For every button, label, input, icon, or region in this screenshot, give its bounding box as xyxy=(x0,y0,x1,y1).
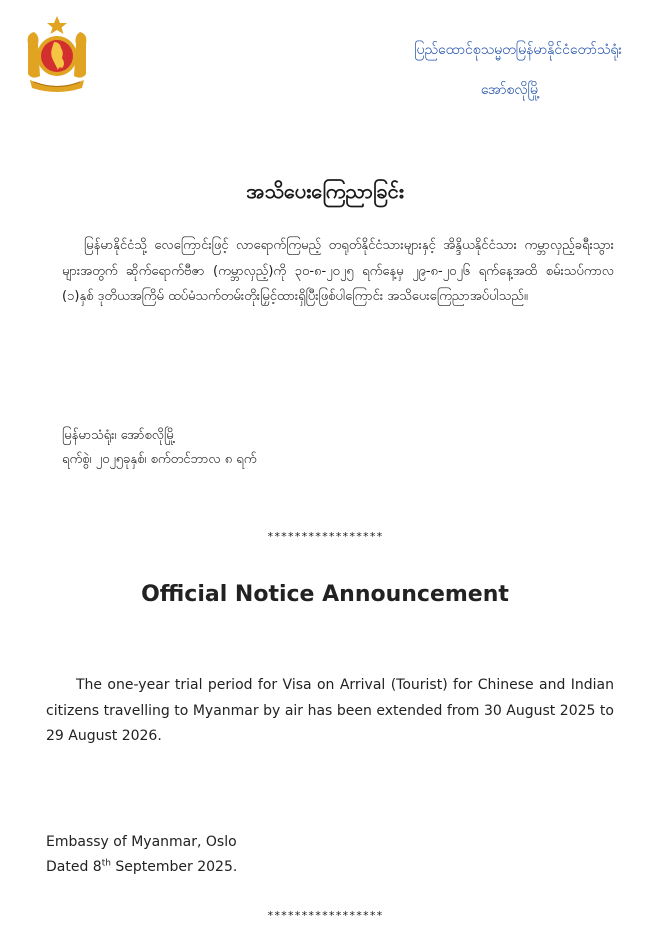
city-name: အော်စလိုမြို့ xyxy=(480,82,540,98)
separator-bottom: ***************** xyxy=(267,909,383,922)
myanmar-sign-line2: ရက်စွဲ၊ ၂၀၂၅ခုနှစ်၊ စက်တင်ဘာလ ၈ ရက် xyxy=(62,452,257,467)
english-dated-line xyxy=(46,855,237,880)
myanmar-signature xyxy=(62,424,256,472)
myanmar-state-seal-icon xyxy=(22,14,92,94)
ministry-name: ပြည်ထောင်စုသမ္မတမြန်မာနိုင်ငံတော်သံရုံး xyxy=(414,42,622,58)
dated-sup: th xyxy=(101,858,111,869)
myanmar-sign-line1: မြန်မာသံရုံး၊ အော်စလိုမြို့ xyxy=(62,428,176,443)
header xyxy=(322,40,622,100)
english-signature xyxy=(46,830,237,880)
separator-top: ***************** xyxy=(267,530,383,543)
english-body: The one-year trial period for Visa on Arrival (Tourist) for Chinese and Indian citizens travelling to Myanmar by air has been extended from 30 August 2025 to 29 August 2026. xyxy=(46,677,614,744)
myanmar-body: မြန်မာနိုင်ငံသို့ လေကြောင်းဖြင့် လာရောက်ကြမည့် တရုတ်နိုင်ငံသားများနှင့် အိန္ဒိယနိုင်ငံသား ကမ္ဘာလှည့်ခရီးသွားများအတွက် ဆိုက်ရောက်ဗီဇာ (ကမ္ဘာလှည့်)ကို ၃၀-၈-၂၀၂၅ ရက်နေ့မှ ၂၉-၈-၂၀၂၆ ရက်နေ့အထိ စမ်းသပ်ကာလ (၁)နှစ် ဒုတိယအကြိမ် ထပ်မံသက်တမ်းတိုးမြှင့်ထားရှိပြီးဖြစ်ပါကြောင်း အသိပေးကြေညာအပ်ပါသည်။ xyxy=(62,238,614,304)
dated-prefix: Dated 8 xyxy=(46,859,102,875)
dated-suffix: September 2025. xyxy=(110,859,238,875)
english-title: Official Notice Announcement xyxy=(141,582,509,607)
english-sign-line1: Embassy of Myanmar, Oslo xyxy=(46,834,237,850)
myanmar-title: အသိပေးကြေညာခြင်း xyxy=(246,179,404,203)
